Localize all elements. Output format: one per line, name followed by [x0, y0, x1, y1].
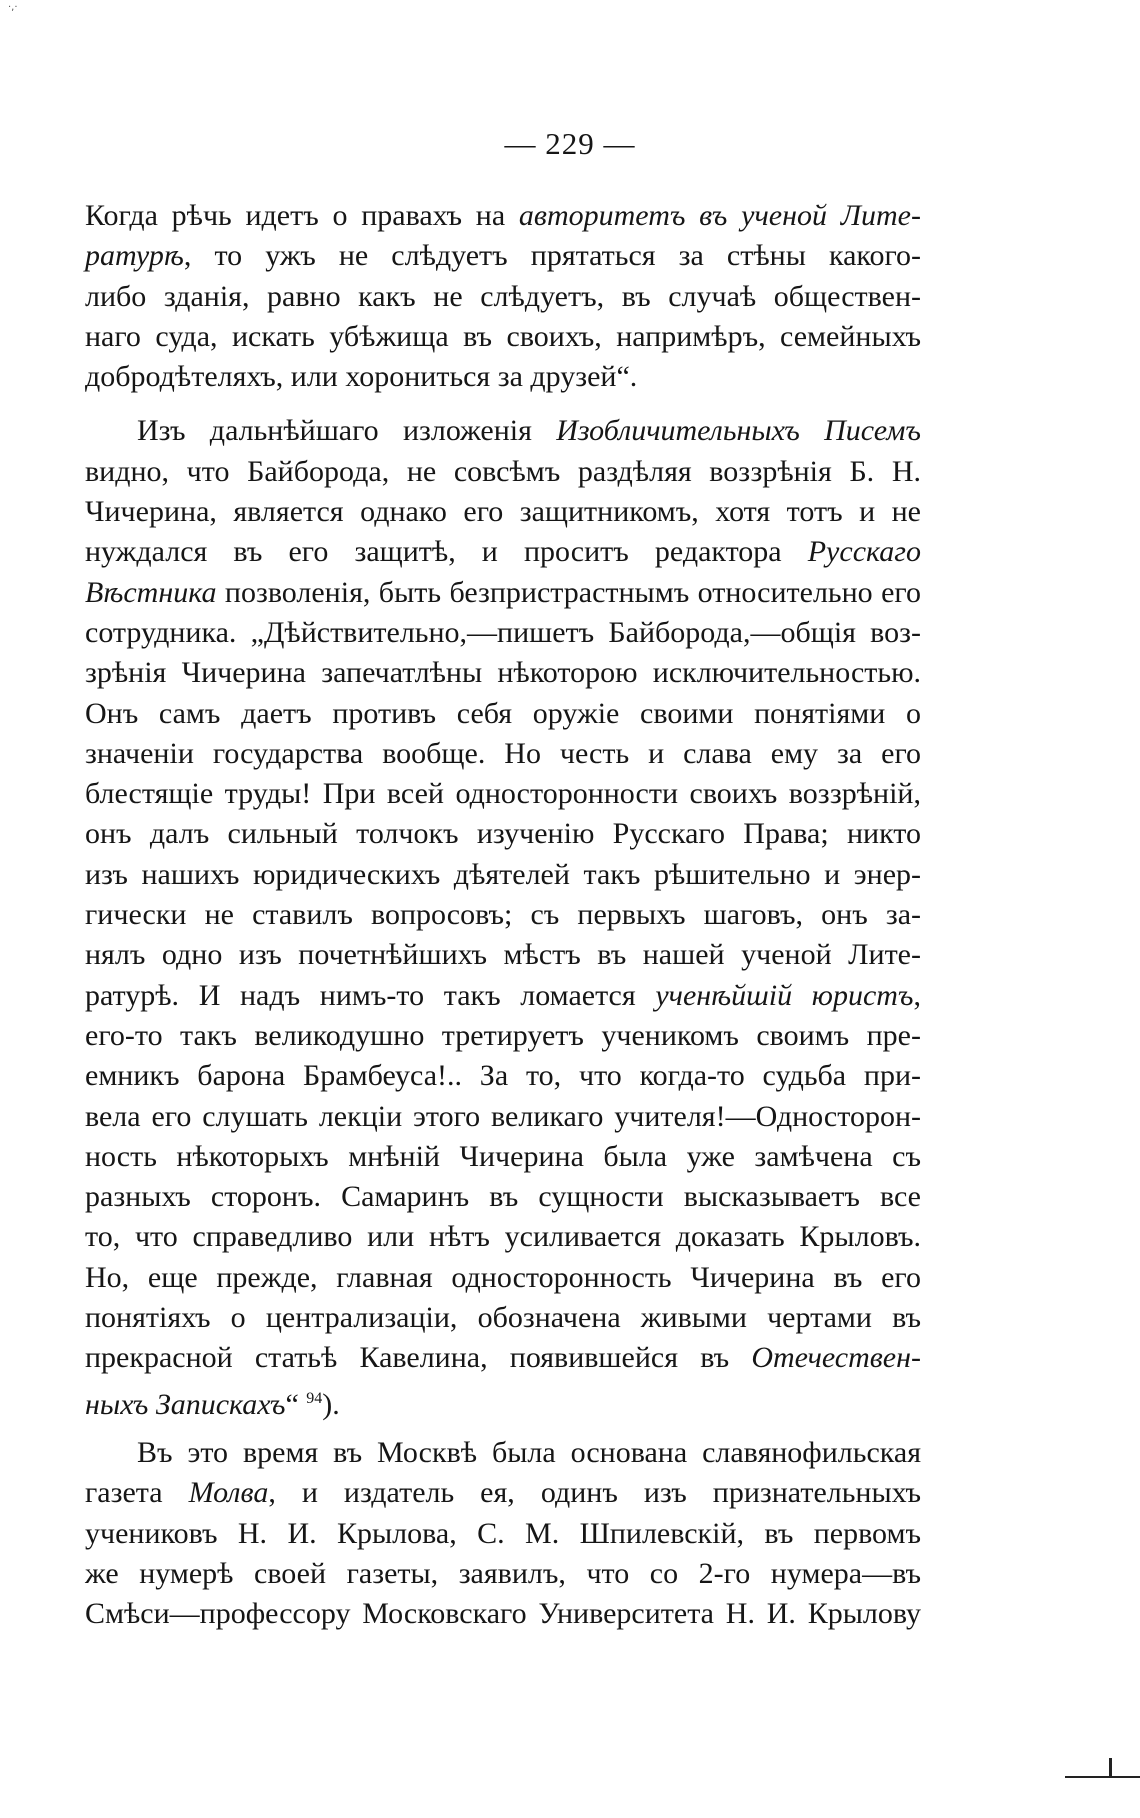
text-segment: онъ далъ сильный толчокъ изученію Русскаго Права; никто [85, 817, 921, 851]
text-line [85, 317, 921, 357]
text-line [85, 1473, 921, 1513]
text-segment: прекрасной статьѣ Кавелина, появившейся въ [85, 1341, 752, 1375]
text-line [85, 277, 921, 317]
text-segment: зрѣнія Чичерина запечатлѣны нѣкоторою исключительностью. [85, 656, 921, 690]
paragraph [85, 196, 921, 397]
text-segment: нуждался въ его защитѣ, и проситъ редактора [85, 535, 808, 569]
italic-text: Молва [188, 1476, 269, 1510]
text-segment: Чичерина, является однако его защитникомъ, хотя тотъ и не [85, 495, 921, 529]
text-segment: разныхъ сторонъ. Самаринъ въ сущности высказываетъ все [85, 1180, 921, 1214]
text-line [85, 1177, 921, 1217]
text-segment: учениковъ Н. И. Крылова, С. М. Шпилевскій, въ первомъ [85, 1516, 921, 1550]
text-line [85, 1097, 921, 1137]
text-line [85, 935, 921, 975]
text-line [85, 855, 921, 895]
text-line [85, 1554, 921, 1594]
text-segment: изъ нашихъ юридическихъ дѣятелей такъ рѣшительно и энер- [85, 857, 921, 891]
text-segment: ратурѣ. И надъ нимъ-то такъ ломается [85, 978, 656, 1012]
text-line [85, 492, 921, 532]
text-line [85, 613, 921, 653]
text-segment: блестящіе труды! При всей односторонности своихъ воззрѣній, [85, 777, 921, 811]
bottom-edge-rule [1065, 1776, 1140, 1778]
text-segment: сотрудника. „Дѣйствительно,—пишетъ Байборода,—общія воз- [85, 615, 921, 649]
text-line [85, 1298, 921, 1338]
text-line [85, 573, 921, 613]
paragraph-gap [85, 397, 921, 411]
text-segment: Въ это время въ Москвѣ была основана славянофильская [137, 1435, 921, 1469]
text-line [85, 1056, 921, 1096]
paragraph [85, 1433, 921, 1634]
text-line [85, 452, 921, 492]
paragraph-gap [85, 1419, 921, 1433]
text-segment: ность нѣкоторыхъ мнѣній Чичерина была уже замѣчена съ [85, 1139, 921, 1173]
text-line [85, 236, 921, 276]
text-line [85, 814, 921, 854]
text-line [85, 1217, 921, 1257]
text-segment: Смѣси—профессору Московскаго Университета Н. И. Крылову [85, 1597, 921, 1631]
italic-text: Русскаго [807, 535, 921, 569]
text-segment: , то ужъ не слѣдуетъ прятаться за стѣны какого- [183, 239, 921, 273]
text-line [85, 1016, 921, 1056]
corner-mark: ·,· [8, 2, 18, 13]
text-segment: видно, что Байборода, не совсѣмъ раздѣляя воззрѣнія Б. Н. [85, 454, 921, 488]
italic-text: Вѣстника [85, 575, 217, 609]
text-segment: наго суда, искать убѣжища въ своихъ, напримѣръ, семейныхъ [85, 319, 921, 353]
text-line [85, 196, 921, 236]
italic-text: Отечествен- [751, 1341, 921, 1375]
text-segment: “ [285, 1387, 307, 1421]
text-segment: то, что справедливо или нѣтъ усиливается доказать Крыловъ. [85, 1220, 921, 1254]
italic-text: Изобличительныхъ Писемъ [556, 414, 921, 448]
text-segment: , [913, 978, 921, 1012]
text-segment: Когда рѣчь идетъ о правахъ на [85, 199, 519, 232]
text-segment: понятіяхъ о централизаціи, обозначена живыми чертами въ [85, 1301, 921, 1335]
text-line [85, 895, 921, 935]
text-segment: газета [85, 1476, 189, 1510]
paragraph [85, 411, 921, 1421]
text-segment: емникъ барона Брамбеуса!.. За то, что когда-то судьба при- [85, 1059, 921, 1093]
text-segment: ). [322, 1387, 340, 1421]
italic-text: ратурѣ [85, 239, 184, 273]
text-segment: нялъ одно изъ почетнѣйшихъ мѣстъ въ нашей ученой Лите- [85, 938, 921, 972]
text-line [85, 532, 921, 572]
text-segment: же нумерѣ своей газеты, заявилъ, что со 2-го нумера—въ [85, 1556, 921, 1590]
italic-text: авторитетъ въ ученой Лите- [518, 199, 921, 232]
text-line [85, 1258, 921, 1298]
text-line [85, 357, 921, 397]
bottom-edge-tick [1109, 1758, 1112, 1778]
text-line [85, 1433, 921, 1473]
text-line [85, 1514, 921, 1554]
text-segment: вела его слушать лекціи этого великаго учителя!—Односторон- [85, 1099, 921, 1133]
text-line [85, 774, 921, 814]
text-segment: Онъ самъ даетъ противъ себя оружіе своими понятіями о [85, 696, 921, 730]
text-line [85, 1137, 921, 1177]
text-line [85, 411, 921, 451]
text-segment: позволенія, быть безпристрастнымъ относительно его [216, 575, 921, 609]
text-segment: , и издатель ея, одинъ изъ признательныхъ [268, 1476, 922, 1510]
text-line [85, 694, 921, 734]
text-segment: добродѣтеляхъ, или хорониться за друзей“. [85, 360, 638, 394]
text-segment: значеніи государства вообще. Но честь и слава ему за его [85, 736, 921, 770]
text-segment: Но, еще прежде, главная односторонность Чичерина въ его [85, 1260, 921, 1294]
text-line [85, 1594, 921, 1634]
page-number: — 229 — [504, 126, 636, 161]
italic-text: ныхъ Запискахъ [85, 1387, 286, 1421]
text-line [85, 653, 921, 693]
text-line [85, 1338, 921, 1378]
text-segment: либо зданія, равно какъ не слѣдуетъ, въ случаѣ обществен- [85, 279, 921, 313]
italic-text: ученѣйшій юристъ [655, 978, 914, 1012]
footnote-ref: 94 [306, 1389, 323, 1407]
text-segment: гически не ставилъ вопросовъ; съ первыхъ шаговъ, онъ за- [85, 898, 921, 932]
body-text [85, 196, 921, 1634]
text-segment: его-то такъ великодушно третируетъ ученикомъ своимъ пре- [85, 1018, 921, 1052]
text-line [85, 734, 921, 774]
text-segment: Изъ дальнѣйшаго изложенія [137, 414, 557, 448]
text-line [85, 1379, 921, 1419]
text-line [85, 976, 921, 1016]
